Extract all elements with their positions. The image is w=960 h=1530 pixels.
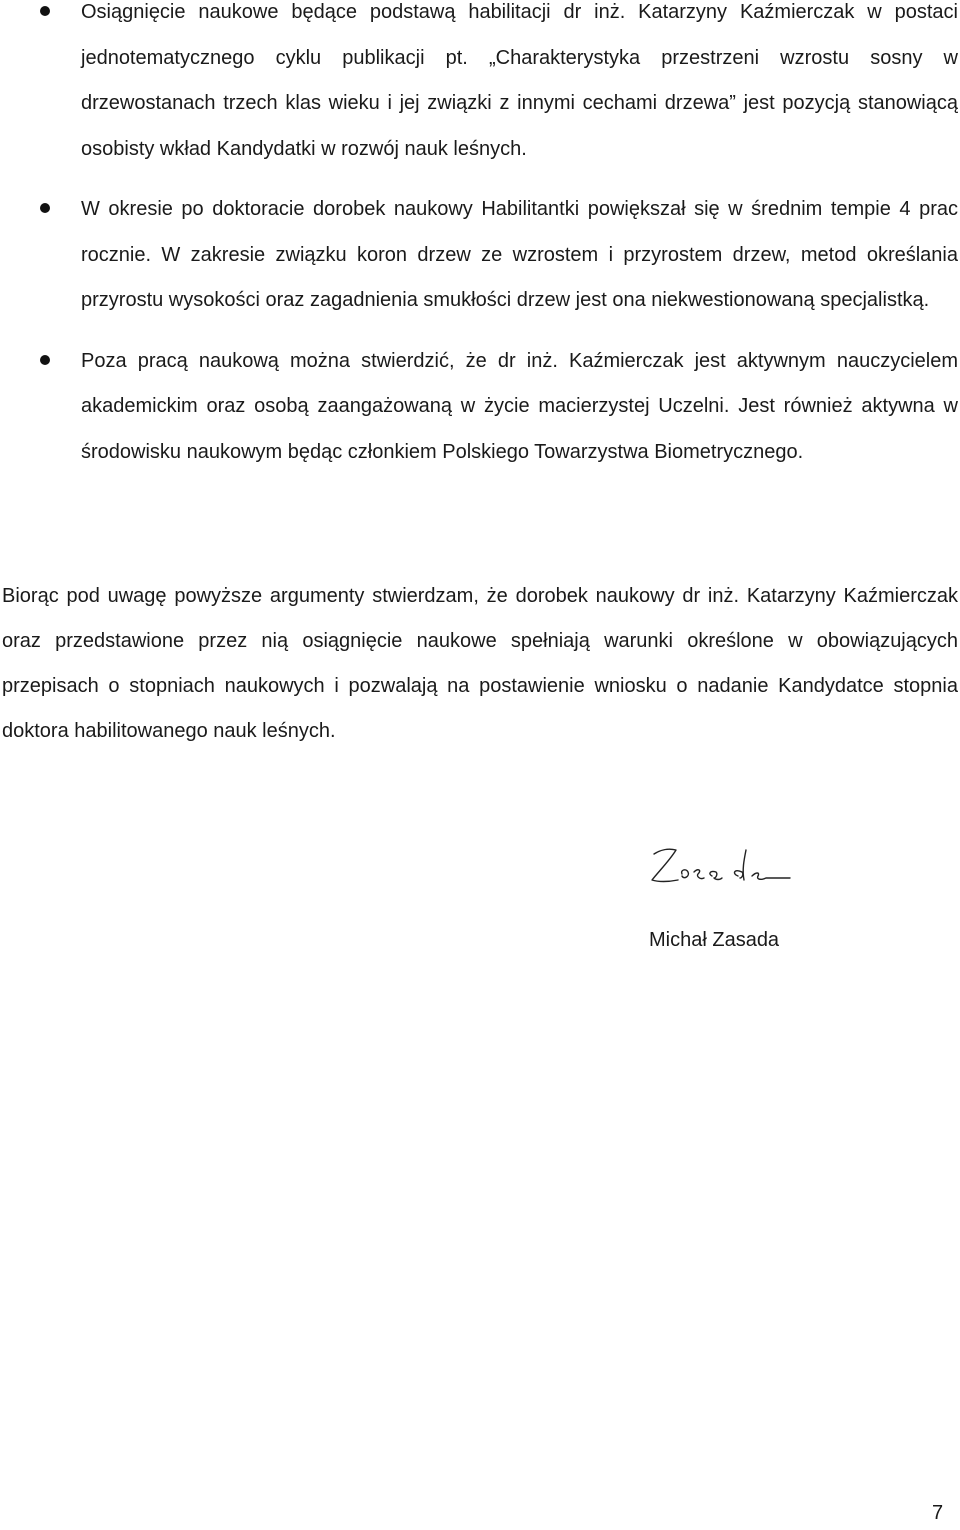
signer-name: Michał Zasada: [649, 929, 780, 951]
conclusion-paragraph: Biorąc pod uwagę powyższe argumenty stwierdzam, że dorobek naukowy dr inż. Katarzyny Kaźmierczak oraz przedstawione przez nią osiągnięcie naukowe spełniają warunki określone w obowiązujących przepisach o stopniach naukowych i pozwalają na postawienie wniosku o nadanie Kandydatce stopnia doktora habilitowanego nauk leśnych.: [2, 585, 958, 742]
bullet-item-teaching-activity: [0, 339, 958, 476]
bullet-text: Osiągnięcie naukowe będące podstawą habilitacji dr inż. Katarzyny Kaźmierczak w postaci jednotematycznego cyklu publikacji pt. „Charakterystyka przestrzeni wzrostu sosny w drzewostanach trzech klas wieku i jej związki z innymi cechami drzewa” jest pozycją stanowiącą osobisty wkład Kandydatki w rozwój nauk leśnych.: [81, 1, 958, 160]
bullet-item-scientific-output: [0, 187, 958, 324]
bullet-dot-icon: [40, 203, 50, 213]
bullet-list: [0, 0, 958, 490]
bullet-dot-icon: [40, 6, 50, 16]
bullet-text: Poza pracą naukową można stwierdzić, że dr inż. Kaźmierczak jest aktywnym nauczycielem akademickim oraz osobą zaangażowaną w życie macierzystej Uczelni. Jest również aktywna w środowisku naukowym będąc członkiem Polskiego Towarzystwa Biometrycznego.: [81, 349, 958, 463]
page-number: 7: [932, 1502, 944, 1524]
handwritten-signature: [646, 838, 798, 894]
bullet-item-habilitation-achievement: [0, 0, 958, 172]
bullet-dot-icon: [40, 355, 50, 365]
bullet-text: W okresie po doktoracie dorobek naukowy Habilitantki powiększał się w średnim tempie 4 prac rocznie. W zakresie związku koron drzew ze wzrostem i przyrostem drzew, metod określania przyrostu wysokości oraz zagadnienia smukłości drzew jest ona niekwestionowaną specjalistką.: [81, 198, 958, 311]
